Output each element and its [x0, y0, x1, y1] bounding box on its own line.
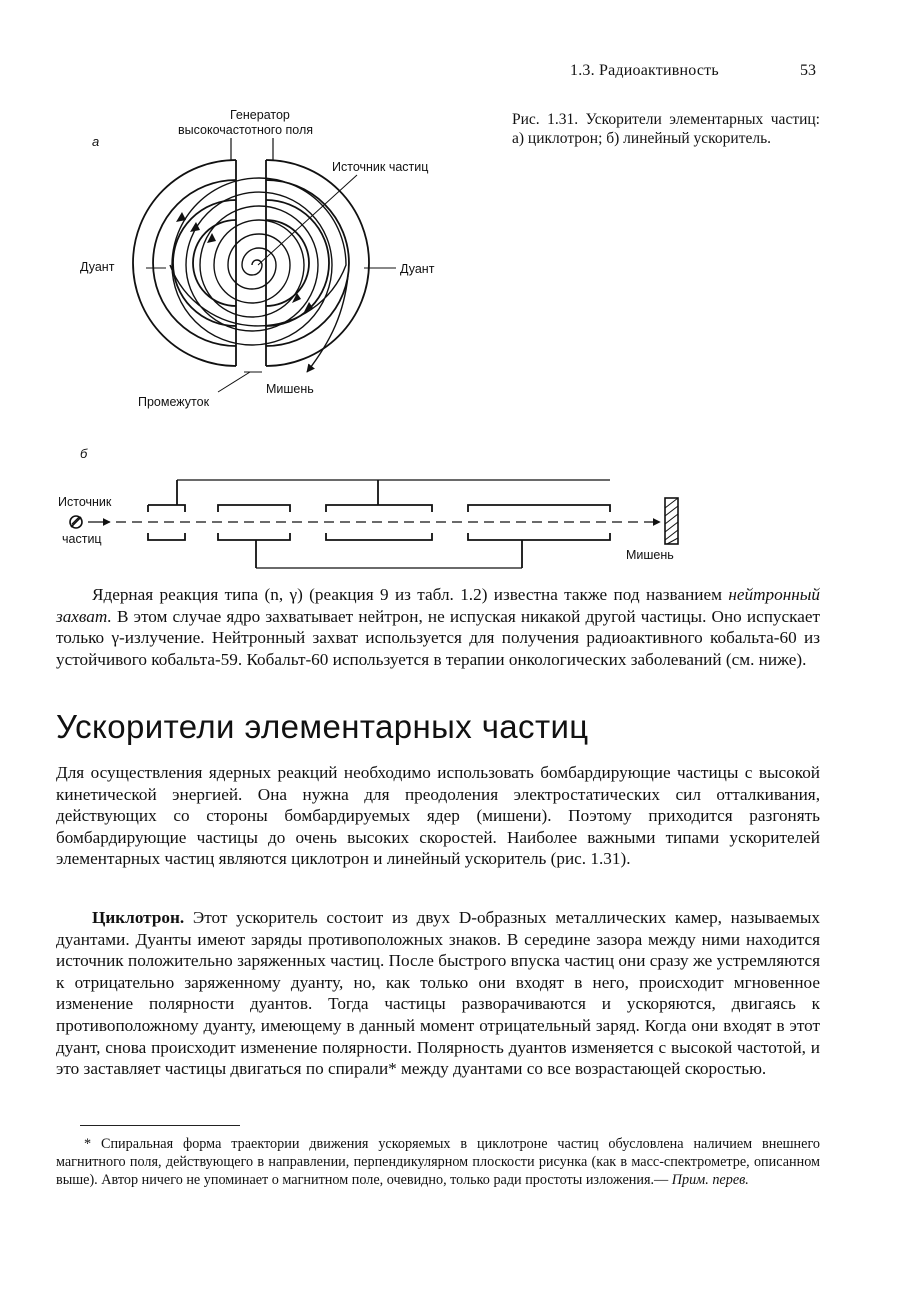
panel-b-letter: б: [80, 446, 88, 461]
figure-caption: Рис. 1.31. Ускорители элементарных частиц: а) циклотрон; б) линейный ускоритель.: [512, 111, 820, 147]
page-number: 53: [800, 62, 816, 79]
para1-text-post: В этом случае ядро захватывает нейтрон, не испуская никакой другой частицы. Оно испускает только γ-излучение. Нейтронный захват используется для получения радиоактивного кобальта-60 из устойчивого кобальта-59. Кобальт-60 используется в терапии онкологических заболеваний (см. ниже).: [56, 606, 820, 669]
para3-text: Этот ускоритель состоит из двух D-образных металлических камер, называемых дуантами. Дуанты имеют заряды противоположных знаков. В середине зазора между ними находится источник положительно заряженных частиц. После быстрого впуска частиц они сразу же устремляются к отрицательно заряженному дуанту, но, как только они входят в него, происходит мгновенное изменение полярности дуантов. Тогда частицы разворачиваются и ускоряются, двигаясь к противоположному дуанту, имеющему в данный момент отрицательный заряд. Когда они входят в этот дуант, снова происходит изменение полярности. Полярность дуантов изменяется с высокой частотой, и это заставляет частицы двигаться по спирали* между дуантами со все возрастающей скоростью.: [56, 908, 820, 1079]
section-heading: Ускорители элементарных частиц: [56, 708, 589, 745]
panel-a-letter: а: [92, 134, 100, 149]
linac-source-label-line2: частиц: [62, 532, 102, 546]
linear-accelerator-diagram: [148, 480, 610, 568]
particle-source-label: Источник частиц: [332, 160, 429, 174]
generator-label-line2: высокочастотного поля: [178, 123, 314, 137]
figure-diagram: [0, 0, 904, 600]
dee-left: [133, 160, 236, 366]
target-label-b: Мишень: [626, 548, 674, 562]
para1-text-pre: Ядерная реакция типа (n, γ) (реакция 9 из табл. 1.2) известна также под названием: [92, 585, 729, 604]
target-block: [665, 498, 678, 544]
footnote-rule: [80, 1125, 240, 1126]
generator-label-line1: Генератор: [230, 108, 290, 122]
particle-source-icon: [70, 516, 82, 528]
para2-text: Для осуществления ядерных реакций необходимо использовать бомбардирующие частицы с высокой кинетической энергией. Она нужна для преодоления электростатических сил отталкивания, действующих со стороны бомбардируемых ядер (мишени). Поэтому приходится разгонять бомбардирующие частицы до очень высоких скоростей. Наиболее важными типами ускорителей элементарных частиц являются циклотрон и линейный ускоритель (рис. 1.31).: [56, 763, 820, 869]
paragraph-cyclotron: [56, 907, 820, 1080]
running-header-section: 1.3. Радиоактивность: [570, 62, 719, 79]
target-label-a: Мишень: [266, 382, 314, 396]
linac-source-label-line1: Источник: [58, 495, 112, 509]
dee-left-label: Дуант: [80, 260, 115, 274]
gap-label: Промежуток: [138, 395, 210, 409]
paragraph-accelerators-intro: [56, 762, 820, 870]
para1-term: нейтронный захват.: [56, 585, 820, 626]
paragraph-neutron-capture: [56, 584, 820, 670]
footnote: [56, 1135, 820, 1190]
para3-term: Циклотрон.: [92, 908, 185, 927]
footnote-text: * Спиральная форма траектории движения ускоряемых в циклотроне частиц обусловлена наличием внешнего магнитного поля, действующего в направлении, перпендикулярном плоскости рисунка (как в масс-спектрометре, описанном выше). Автор ничего не упоминает о магнитном поле, очевидно, только ради простоты изложения.—: [56, 1136, 820, 1189]
dee-right-label: Дуант: [400, 262, 435, 276]
footnote-note: Прим. перев.: [671, 1172, 749, 1189]
